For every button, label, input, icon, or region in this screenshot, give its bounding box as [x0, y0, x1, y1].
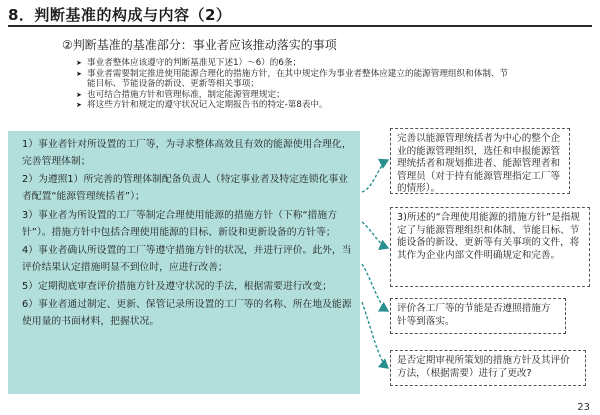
callout-box: 是否定期审视所策划的措施方针及其评价方法，（根据需要）进行了更改?: [390, 350, 586, 386]
bullet-item: ➤ 事业者整体应该遵守的判断基准见下述1）～6）的6条；: [76, 58, 302, 68]
connector-arrow: [362, 302, 388, 368]
callout-box: 评价各工厂等的节能是否遵照措施方针等到落实。: [390, 298, 566, 334]
page-number: 23: [577, 402, 590, 413]
bullet-item: ➤ 事业者需要制定推进使用能源合理化的措施方针，在其中规定作为事业者整体应建立的能源管理组织和体制、节能目标、节能设备的新设、更新等相关事项；: [76, 68, 509, 90]
bullet-item: ➤ 也可结合措施方针和管理标准，制定能源管理规定；: [76, 89, 285, 100]
arrow-bullet-icon: ➤: [76, 59, 82, 67]
criteria-item: 5）定期彻底审查评价措施方针及遵守状况的手法，根据需要进行改变；: [22, 280, 332, 292]
criteria-item: 6）事业者通过制定、更新、保管记录所设置的工厂等的名称、所在地及能源使用量的书面材料，把握状况。: [22, 299, 352, 328]
arrow-bullet-icon: ➤: [76, 101, 82, 110]
callout-box: 完善以能源管理统括者为中心的整个企业的能源管理组织，选任和申报能源管理统括者和规划推进者、能源管理者和管理员（对于持有能源管理指定工厂等的情形）。: [390, 128, 570, 194]
section-subtitle: ②判断基准的基准部分：事业者应该推动落实的事项: [62, 38, 337, 52]
criteria-item: 4）事业者确认所设置的工厂等遵守措施方针的状况，并进行评价。此外，当评价结果认定措施明显不到位时，应进行改善；: [22, 245, 352, 273]
callout-box: 3)所述的“合理使用能源的措施方针”是指规定了与能源管理组织和体制、节能目标、节能设备的新设、更新等有关事项的文件，将其作为企业内部文件明确规定和完善。: [390, 207, 590, 287]
criteria-item: 2）为遵照1）所完善的管理体制配备负责人（特定事业者及特定连锁化事业者配置“能源管理统括者”）；: [22, 174, 348, 203]
connector-arrow: [362, 222, 388, 248]
arrow-bullet-icon: ➤: [76, 90, 82, 99]
connector-arrow: [362, 160, 388, 192]
connector-arrow: [362, 264, 388, 311]
bullet-item: ➤ 将这些方针和规定的遵守状况记入定期报告书的特定-第8表中。: [76, 100, 328, 111]
criteria-item: 3）事业者为所设置的工厂等制定合理使用能源的措施方针（下称“措施方针”）。措施方针中包括合理使用能源的目标、新设和更新设备的方针等；: [22, 209, 338, 238]
arrow-bullet-icon: ➤: [76, 69, 82, 78]
page-title: 8．判断基准的构成与内容（2）: [8, 6, 232, 24]
criteria-item: 1）事业者针对所设置的工厂等，为寻求整体高效且有效的能源使用合理化，完善管理体制；: [22, 139, 352, 167]
